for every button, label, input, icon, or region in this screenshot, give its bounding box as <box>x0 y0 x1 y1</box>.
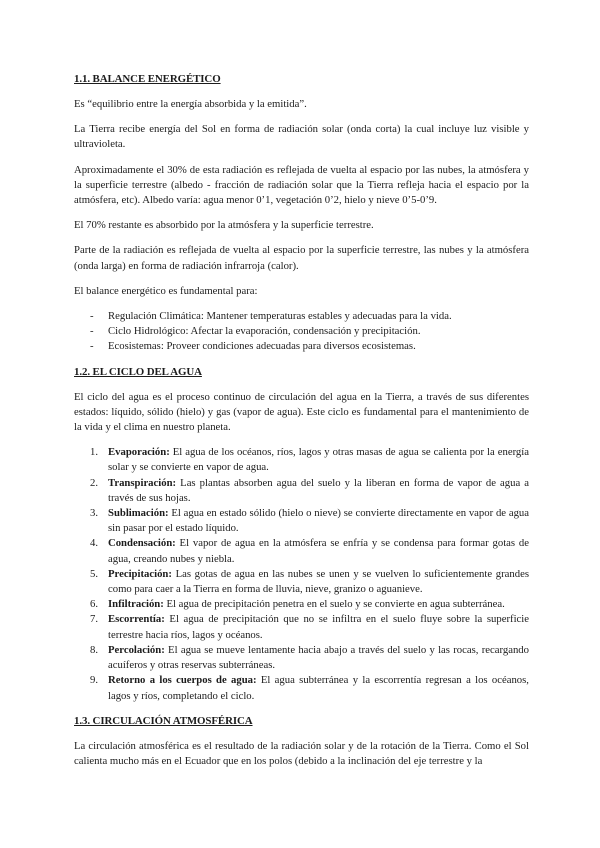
item-text: El agua de precipitación penetra en el suelo y se convierte en agua subterránea. <box>163 598 505 611</box>
item-term: Precipitación: <box>108 567 172 580</box>
bullet-text: Ecosistemas: Proveer condiciones adecuadas para diversos ecosistemas. <box>108 340 416 353</box>
item-text: Las gotas de agua en las nubes se unen y se vuelven lo suficientemente grandes como para caer a la Tierra en forma de lluvia, nieve, granizo o aguanieve. <box>108 567 529 596</box>
item-term: Transpiración: <box>108 476 177 489</box>
item-term: Evaporación: <box>108 446 170 459</box>
list-item <box>74 597 529 612</box>
item-term: Percolación: <box>108 643 165 656</box>
paragraph-absorbed: El 70% restante es absorbido por la atmósfera y la superficie terrestre. <box>74 219 374 232</box>
item-text: El agua subterránea y la escorrentía regresan a los océanos, lagos y ríos, completando el ciclo. <box>108 674 529 702</box>
item-number: 5. <box>90 567 99 580</box>
item-number: 7. <box>90 613 99 626</box>
item-term: Condensación: <box>108 537 176 550</box>
list-item <box>74 643 529 673</box>
item-text: El agua se mueve lentamente hacia abajo a través del suelo y las rocas, recargando acuíferos y otras reservas subterráneas. <box>108 643 529 672</box>
paragraph-solar-radiation: La Tierra recibe energía del Sol en forma de radiación solar (onda corta) la cual incluye luz visible y ultravioleta. <box>74 123 529 151</box>
bullet-dash: - <box>90 340 94 353</box>
item-number: 8. <box>90 643 99 656</box>
item-number: 9. <box>90 674 99 687</box>
paragraph-fundamental: El balance energético es fundamental para: <box>74 284 258 297</box>
bullet-dash: - <box>90 310 94 323</box>
item-number: 1. <box>90 446 99 459</box>
item-text: El agua de precipitación que no se infiltra en el suelo fluye sobre la superficie terrestre hacia ríos, lagos y océanos. <box>108 613 529 641</box>
document-body <box>74 72 529 779</box>
item-number: 6. <box>90 598 99 611</box>
list-item <box>74 536 529 566</box>
list-item <box>74 476 529 506</box>
paragraph-albedo: Aproximadamente el 30% de esta radiación es reflejada de vuelta al espacio por las nubes, la atmósfera y la superficie terrestre (albedo - fracción de radiación solar que la Tierra refleja hacia el espacio por la atmósfera, etc). Albedo varía: agua menor 0’1, vegetación 0’2, hielo y nieve 0’5-0’9. <box>74 163 529 207</box>
list-item <box>74 612 529 642</box>
list-item <box>74 567 529 597</box>
item-number: 4. <box>90 537 99 550</box>
list-item <box>74 673 529 703</box>
list-item <box>74 309 529 324</box>
paragraph-ciclo-intro: El ciclo del agua es el proceso continuo de circulación del agua en la Tierra, a través de sus diferentes estados: líquido, sólido (hielo) y gas (vapor de agua). Este ciclo es fundamental para el mantenimiento de la vida y el clima en nuestro planeta. <box>74 390 529 434</box>
bullet-dash: - <box>90 325 94 338</box>
list-item <box>74 506 529 536</box>
item-term: Escorrentía: <box>108 613 165 626</box>
item-text: El agua de los océanos, ríos, lagos y otras masas de agua se calienta por la energía solar y se convierte en vapor de agua. <box>108 446 529 474</box>
section-heading-ciclo-agua: 1.2. EL CICLO DEL AGUA <box>74 365 202 378</box>
item-text: Las plantas absorben agua del suelo y la liberan en forma de vapor de agua a través de sus hojas. <box>108 476 529 504</box>
item-number: 3. <box>90 507 99 520</box>
paragraph-infrared: Parte de la radiación es reflejada de vuelta al espacio por la superficie terrestre, las nubes y la atmósfera (onda larga) en forma de radiación infrarroja (calor). <box>74 244 529 272</box>
section-heading-balance-energetico: 1.1. BALANCE ENERGÉTICO <box>74 73 221 85</box>
list-item <box>74 445 529 475</box>
item-term: Retorno a los cuerpos de agua: <box>108 674 257 687</box>
item-text: El agua en estado sólido (hielo o nieve) se convierte directamente en vapor de agua sin pasar por el estado líquido. <box>108 507 529 535</box>
item-number: 2. <box>90 476 99 489</box>
list-item <box>74 339 529 354</box>
item-term: Infiltración: <box>108 598 164 611</box>
bullet-text: Regulación Climática: Mantener temperaturas estables y adecuadas para la vida. <box>108 310 452 323</box>
list-item <box>74 324 529 339</box>
section-heading-circulacion-atmosferica: 1.3. CIRCULACIÓN ATMOSFÉRICA <box>74 714 253 727</box>
paragraph-definition: Es “equilibrio entre la energía absorbida y la emitida”. <box>74 98 307 110</box>
item-term: Sublimación: <box>108 507 169 520</box>
item-text: El vapor de agua en la atmósfera se enfría y se condensa para formar gotas de agua, creando nubes y niebla. <box>108 537 529 565</box>
numbered-list-ciclo <box>74 445 529 703</box>
bullet-text: Ciclo Hidrológico: Afectar la evaporación, condensación y precipitación. <box>108 325 421 338</box>
bullet-list-balance <box>74 309 529 355</box>
paragraph-circulacion-intro: La circulación atmosférica es el resultado de la radiación solar y de la rotación de la Tierra. Como el Sol calienta mucho más en el Ecuador que en los polos (debido a la inclinación del eje terrestre y la <box>74 739 529 767</box>
